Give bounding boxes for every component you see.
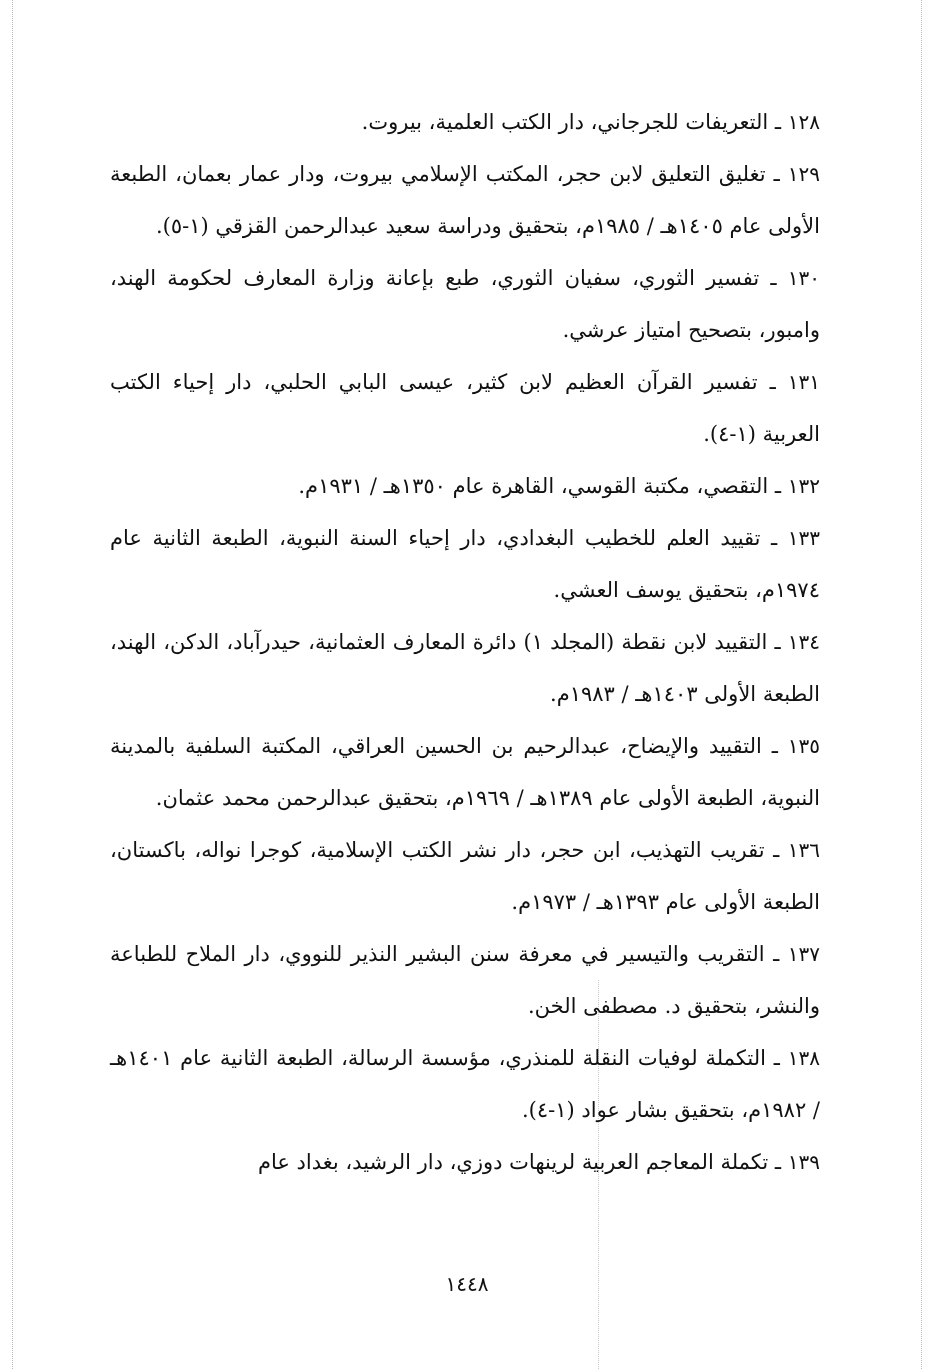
bibliography-entry: [110, 96, 820, 148]
bibliography-entry: [110, 1032, 820, 1136]
page-number: ١٤٤٨: [445, 1272, 489, 1296]
bibliography-entry: [110, 148, 820, 252]
bibliography-list: [110, 96, 820, 1188]
entry-text: ـ التقصي، مكتبة القوسي، القاهرة عام ١٣٥٠هـ / ١٩٣١م.: [298, 474, 782, 498]
entry-number: ١٣٨: [787, 1046, 820, 1070]
entry-number: ١٣١: [787, 370, 820, 394]
bibliography-entry: [110, 928, 820, 1032]
bibliography-entry: [110, 512, 820, 616]
entry-number: ١٢٩: [787, 162, 820, 186]
entry-text: ـ التقييد لابن نقطة (المجلد ١) دائرة المعارف العثمانية، حيدرآباد، الدكن، الهند، الطبعة الأولى ١٤٠٣هـ / ١٩٨٣م.: [110, 630, 820, 706]
entry-text: ـ التعريفات للجرجاني، دار الكتب العلمية، بيروت.: [361, 110, 782, 134]
entry-text: ـ تفسير القرآن العظيم لابن كثير، عيسى البابي الحلبي، دار إحياء الكتب العربية (١-٤).: [110, 370, 820, 446]
entry-number: ١٣٤: [787, 630, 820, 654]
bibliography-entry: [110, 460, 820, 512]
entry-text: ـ تكملة المعاجم العربية لرينهات دوزي، دار الرشيد، بغداد عام: [257, 1150, 782, 1174]
entry-number: ١٣٥: [787, 734, 820, 758]
entry-text: ـ التقريب والتيسير في معرفة سنن البشير النذير للنووي، دار الملاح للطباعة والنشر، بتحقيق د. مصطفى الخن.: [110, 942, 820, 1018]
entry-text: ـ تقييد العلم للخطيب البغدادي، دار إحياء السنة النبوية، الطبعة الثانية عام ١٩٧٤م، بتحقيق يوسف العشي.: [110, 526, 820, 602]
entry-text: ـ التقييد والإيضاح، عبدالرحيم بن الحسين العراقي، المكتبة السلفية بالمدينة النبوية، الطبعة الأولى عام ١٣٨٩هـ / ١٩٦٩م، بتحقيق عبدالرحمن محمد عثمان.: [110, 734, 820, 810]
entry-number: ١٣٦: [787, 838, 820, 862]
entry-number: ١٢٨: [787, 110, 820, 134]
bibliography-entry: [110, 1136, 820, 1188]
entry-text: ـ تغليق التعليق لابن حجر، المكتب الإسلامي بيروت، ودار عمار بعمان، الطبعة الأولى عام ١٤٠٥هـ / ١٩٨٥م، بتحقيق ودراسة سعيد عبدالرحمن القزقي (١-٥).: [110, 162, 820, 238]
entry-number: ١٣٣: [787, 526, 820, 550]
bibliography-entry: [110, 720, 820, 824]
scan-margin-line-left: [12, 0, 13, 1369]
entry-number: ١٣٠: [787, 266, 820, 290]
entry-text: ـ تفسير الثوري، سفيان الثوري، طبع بإعانة وزارة المعارف لحكومة الهند، وامبور، بتصحيح امتياز عرشي.: [110, 266, 820, 342]
entry-number: ١٣٧: [787, 942, 820, 966]
bibliography-entry: [110, 356, 820, 460]
entry-text: ـ التكملة لوفيات النقلة للمنذري، مؤسسة الرسالة، الطبعة الثانية عام ١٤٠١هـ / ١٩٨٢م، بتحقيق بشار عواد (١-٤).: [110, 1046, 820, 1122]
scan-margin-line-right: [921, 0, 922, 1369]
entry-number: ١٣٢: [787, 474, 820, 498]
bibliography-entry: [110, 616, 820, 720]
bibliography-entry: [110, 824, 820, 928]
entry-text: ـ تقريب التهذيب، ابن حجر، دار نشر الكتب الإسلامية، كوجرا نواله، باكستان، الطبعة الأولى عام ١٣٩٣هـ / ١٩٧٣م.: [110, 838, 820, 914]
entry-number: ١٣٩: [787, 1150, 820, 1174]
bibliography-entry: [110, 252, 820, 356]
